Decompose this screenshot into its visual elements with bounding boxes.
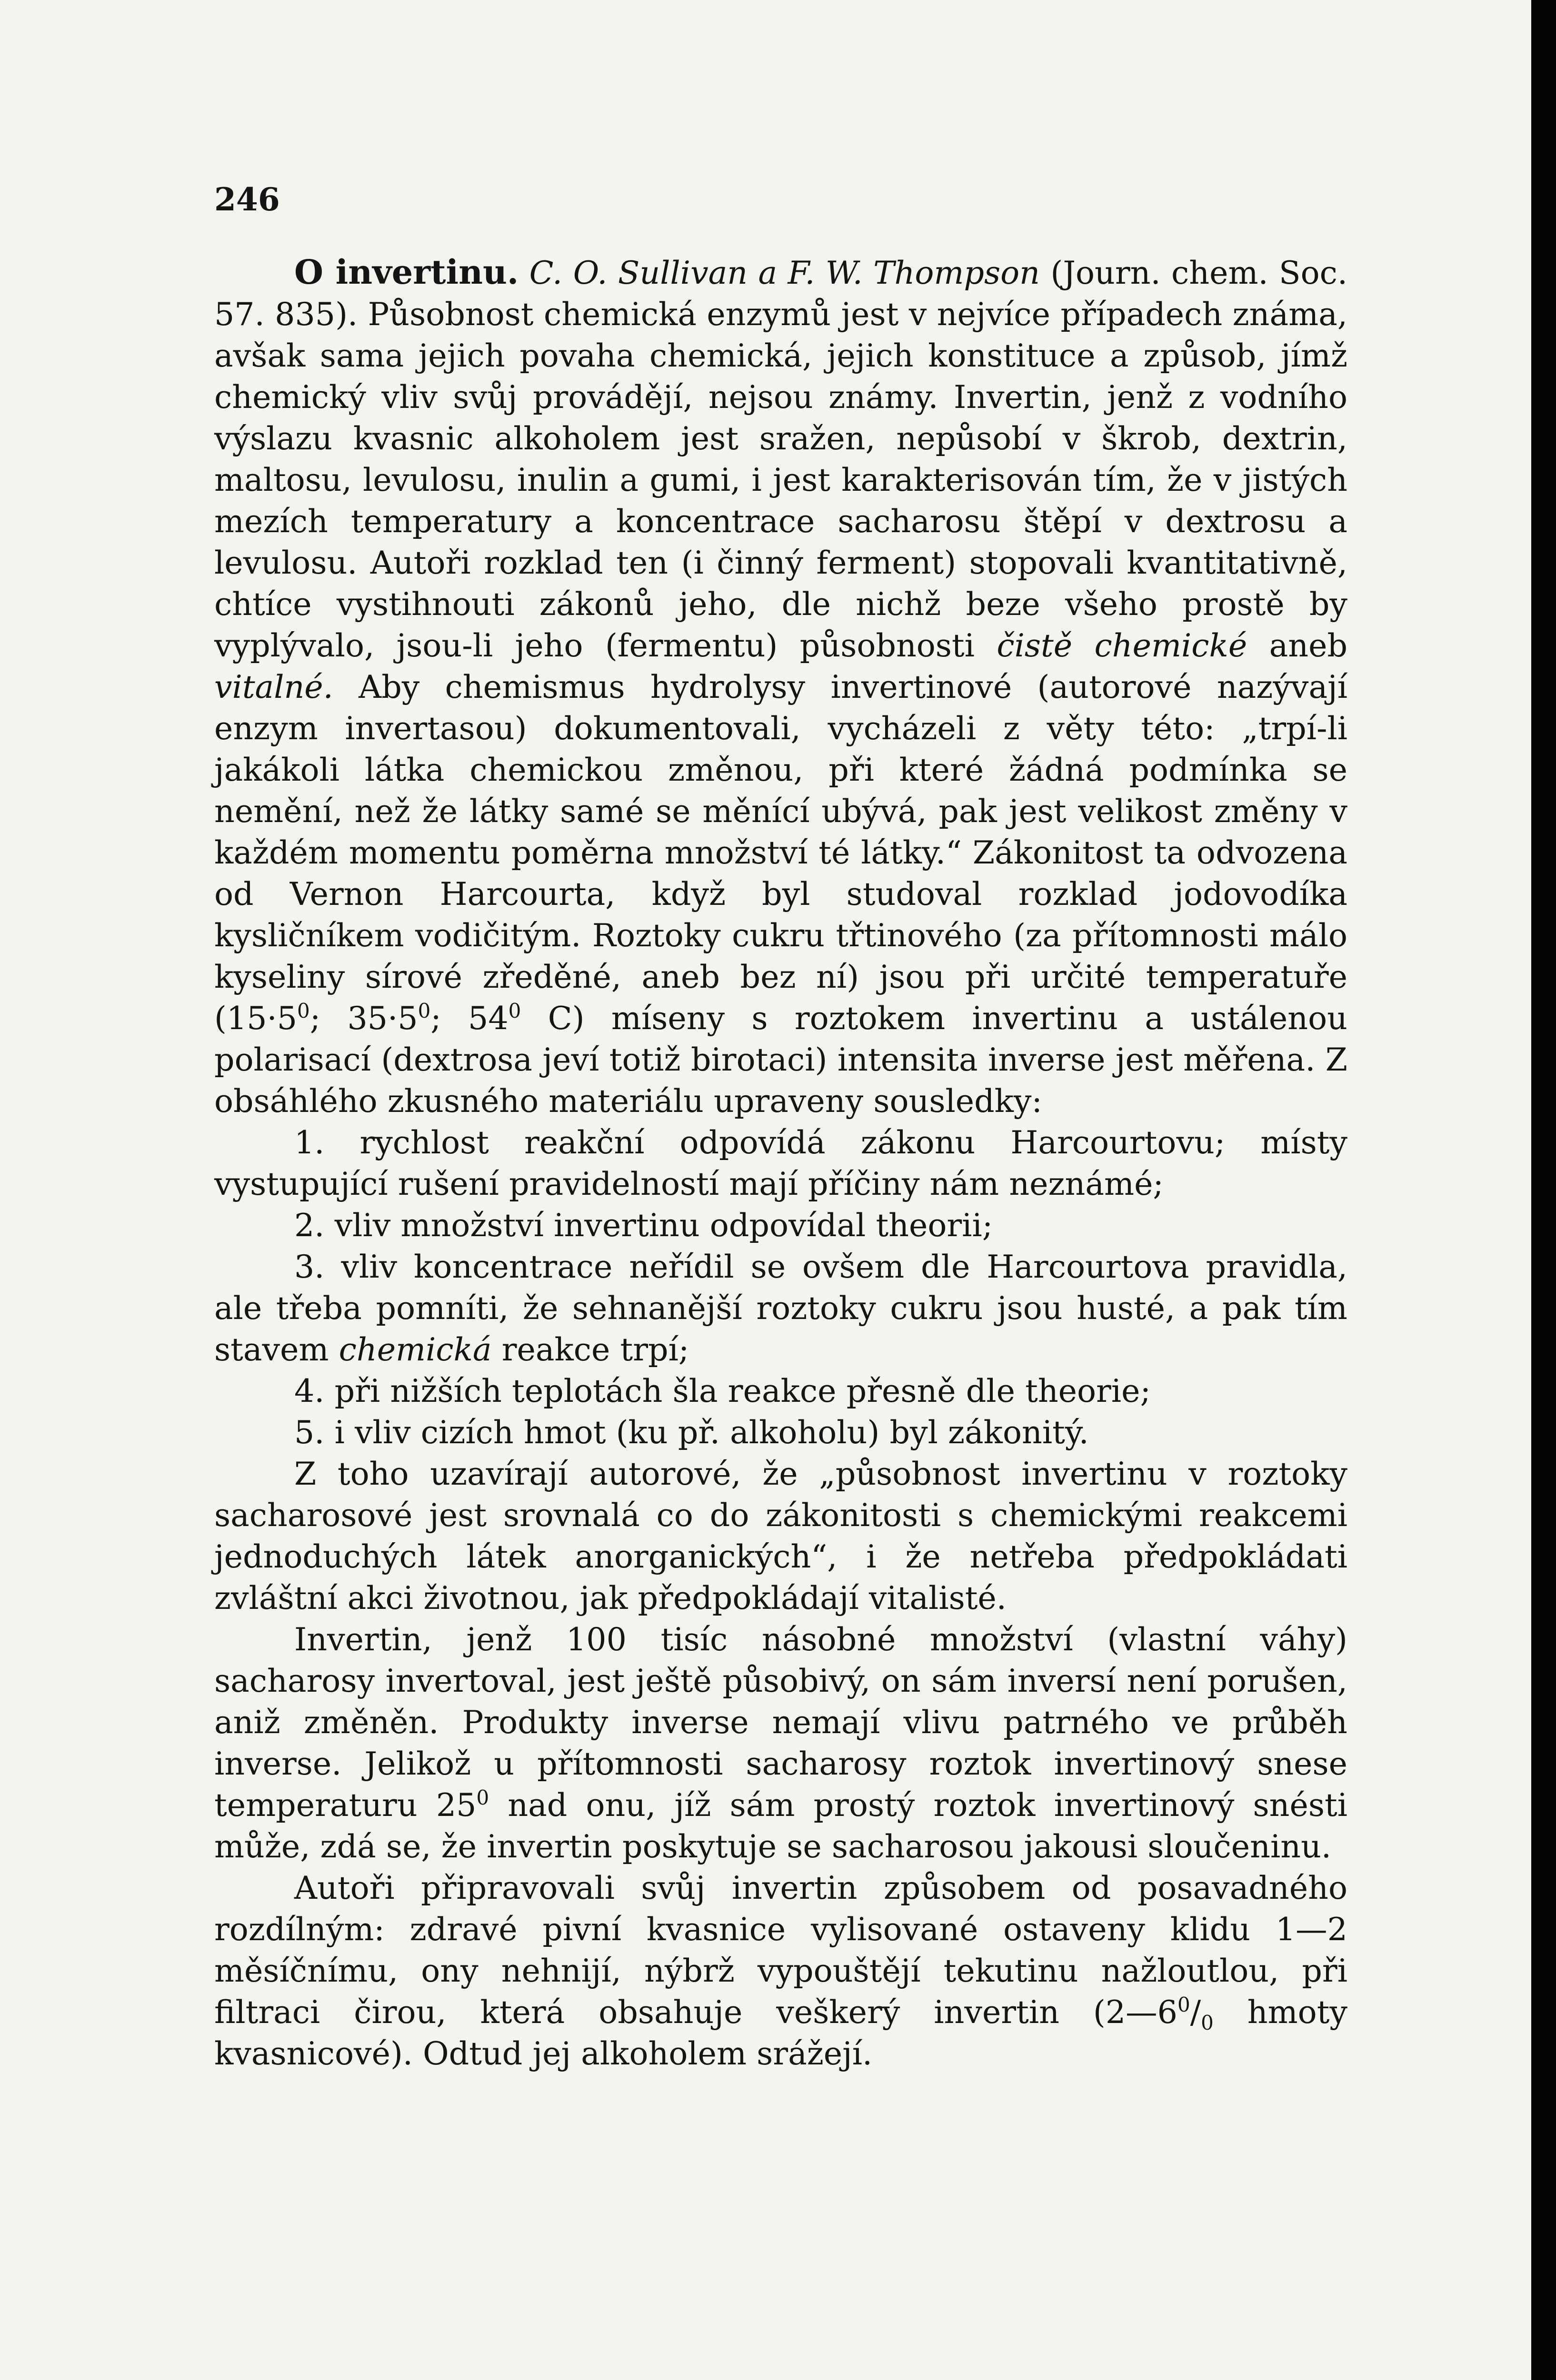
emphasis-chemicka: chemická [339, 1331, 492, 1368]
list-item-3-text-a: 3. vliv koncentrace neřídil se ovšem dle Harcourtova pravidla, ale třeba pomníti, že sehnanější roztoky cukru jsou husté, a pak tím stavem [214, 1248, 1347, 1368]
paragraph-3-text-b: nad onu, jíž sám prostý roztok invertinový snésti může, zdá se, že invertin poskytuje se sacharosou jakousi sloučeninu. [214, 1786, 1347, 1865]
article-body [214, 251, 1347, 2074]
article-authors: C. O. Sullivan a F. W. Thompson [529, 254, 1040, 291]
page-number: 246 [214, 181, 280, 218]
list-item-3 [214, 1246, 1347, 1370]
article-citation: (Journ. chem. Soc. 57. 835). [214, 254, 1348, 333]
paragraph-1-text-a: Působnost chemická enzymů jest v nejvíce případech známa, avšak sama jejich povaha chemická, jejich konstituce a způsob, jímž chemický vliv svůj provádějí, nejsou známy. Invertin, jenž z vodního výslazu kvasnic alkoholem jest sražen, nepůsobí v škrob, dextrin, maltosu, levulosu, inulin a gumi, i jest karakterisován tím, že v jistých mezích temperatury a koncentrace sacharosu štěpí v dextrosu a levulosu. Autoři rozklad ten (i činný ferment) stopovali kvantitativně, chtíce vystihnouti zákonů jeho, dle nichž beze všeho prostě by vyplývalo, jsou-li jeho (fermentu) působnosti [214, 296, 1347, 664]
paragraph-3 [214, 1619, 1347, 1867]
percent-bottom: 0 [1201, 2011, 1214, 2034]
list-item-2: 2. vliv množství invertinu odpovídal theorii; [294, 1207, 993, 1244]
list-item-4: 4. při nižších teplotách šla reakce přesně dle theorie; [294, 1372, 1151, 1409]
degree-sign: 0 [297, 999, 310, 1022]
emphasis-vital: vitalné. [214, 668, 333, 705]
page [214, 181, 1347, 2074]
paragraph-4-text-b: hmoty kvasnicové). Odtud jej alkoholem srážejí. [214, 1993, 1348, 2072]
paragraph-1 [214, 251, 1347, 1122]
paragraph-1-text-e: ; 54 [430, 1000, 509, 1037]
paragraph-1-text-d: ; 35·5 [309, 1000, 418, 1037]
degree-sign: 0 [508, 999, 521, 1022]
list-item-3-text-b: reakce trpí; [501, 1331, 689, 1368]
paragraph-1-text-c: Aby chemismus hydrolysy invertinové (autorové nazývají enzym invertasou) dokumentovali, vycházeli z věty této: „trpí-li jakákoli látka chemickou změnou, při které žádná podmínka se nemění, než že látky samé se měnící ubývá, pak jest velikost změny v každém momentu poměrna množství té látky.“ Zákonitost ta odvozena od Vernon Harcourta, když byl studoval rozklad jodovodíka kysličníkem vodičitým. Roztoky cukru třtinového (za přítomnosti málo kyseliny sírové zředěné, aneb bez ní) jsou při určité temperatuře (15·5 [214, 668, 1347, 1037]
emphasis-chemical: čistě chemické [997, 627, 1247, 664]
paragraph-4-text-a: Autoři připravovali svůj invertin způsobem od posavadného rozdílným: zdravé pivní kvasnice vylisované ostaveny klidu 1—2 měsíčnímu, ony nehnijí, nýbrž vypouštějí tekutinu nažloutlou, při filtraci čirou, která obsahuje veškerý invertin (2—6 [214, 1869, 1347, 2031]
article-title: O invertinu. [294, 252, 519, 292]
list-item-1: 1. rychlost reakční odpovídá zákonu Harcourtovu; místy vystupující rušení pravidelností mají příčiny nám neznámé; [214, 1124, 1347, 1202]
paragraph-1-text-f: C) míseny s roztokem invertinu a ustálenou polarisací (dextrosa jeví totiž birotaci) intensita inverse jest měřena. Z obsáhlého zkusného materiálu upraveny sousledky: [214, 1000, 1347, 1120]
degree-sign: 0 [476, 1786, 489, 1809]
scan-edge [1531, 0, 1556, 2380]
paragraph-2: Z toho uzavírají autorové, že „působnost invertinu v roztoky sacharosové jest srovnalá co do zákonitosti s chemickými reakcemi jednoduchých látek anorganických“, i že netřeba předpokládati zvláštní akci životnou, jak předpokládají vitalisté. [214, 1455, 1347, 1616]
paragraph-3-text-a: Invertin, jenž 100 tisíc násobné množství (vlastní váhy) sacharosy invertoval, jest ještě působivý, on sám inversí není porušen, aniž změněn. Produkty inverse nemají vlivu patrného ve průběh inverse. Jelikož u přítomnosti sacharosy roztok invertinový snese temperaturu 25 [214, 1621, 1347, 1824]
paragraph-1-text-b: aneb [1269, 627, 1348, 664]
paragraph-4: Autoři připravovali svůj invertin způsobem od posavadného rozdílným: zdravé pivní kvasnice vylisované ostaveny klidu 1—2 měsíčnímu, ony nehnijí, nýbrž vypouštějí tekutinu nažloutlou, při filtraci čirou, která obsahuje veškerý invertin ($2—6^0/_0$ hmoty kvasnicové). Odtud jej alkoholem srážejí. [214, 1869, 1348, 2072]
percent-top: 0 [1177, 1993, 1190, 2016]
list-item-5: 5. i vliv cizích hmot (ku př. alkoholu) byl zákonitý. [294, 1414, 1089, 1451]
degree-sign: 0 [418, 999, 431, 1022]
